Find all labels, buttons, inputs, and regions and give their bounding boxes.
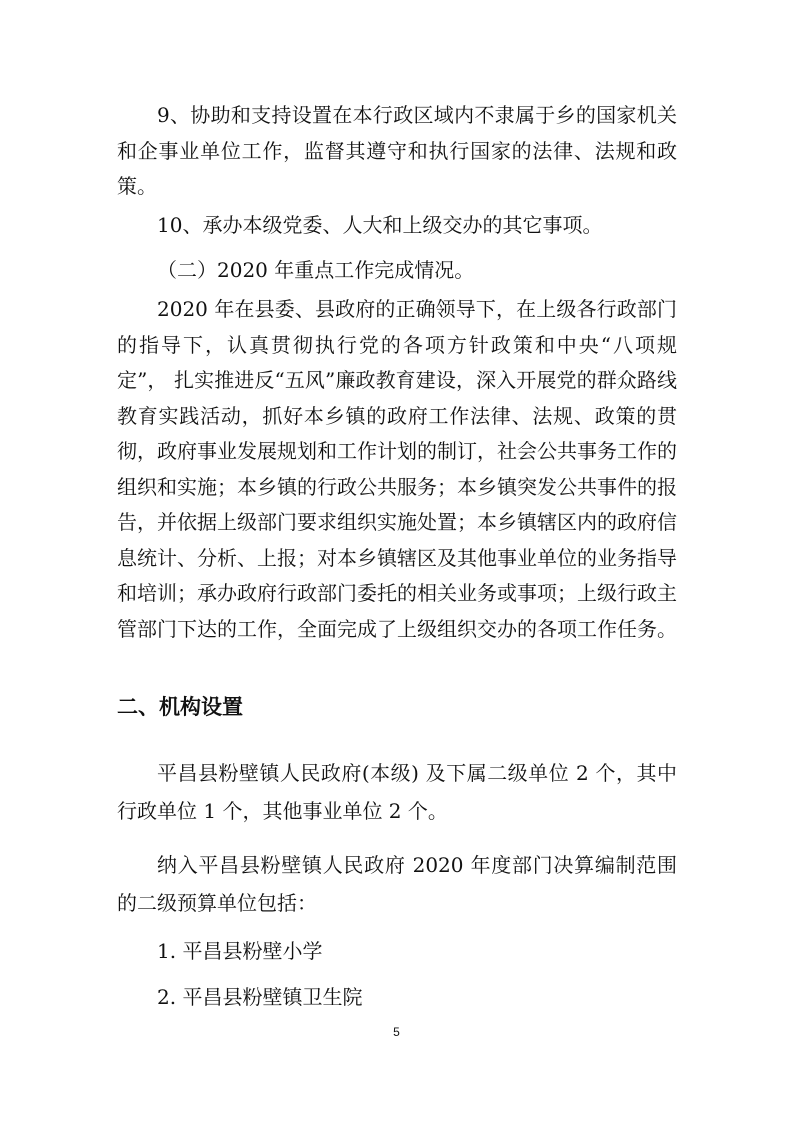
section-heading-organization: 二、机构设置 <box>117 695 243 719</box>
paragraph-org-summary: 平昌县粉壁镇人民政府(本级) 及下属二级单位 2 个，其中行政单位 1 个，其他事业单位 2 个。 <box>117 761 677 823</box>
paragraph-item-9: 9、协助和支持设置在本行政区域内不隶属于乡的国家机关和企事业单位工作，监督其遵守和执行国家的法律、法规和政策。 <box>117 103 677 198</box>
list-item-unit-2: 2. 平昌县粉壁镇卫生院 <box>157 985 363 1009</box>
paragraph-budget-scope: 纳入平昌县粉壁镇人民政府 2020 年度部门决算编制范围的二级预算单位包括： <box>117 853 677 915</box>
list-item-unit-1: 1. 平昌县粉壁小学 <box>157 939 323 963</box>
page-number: 5 <box>393 1025 400 1039</box>
subsection-2020-title: （二）2020 年重点工作完成情况。 <box>157 258 475 282</box>
paragraph-2020-summary: 2020 年在县委、县政府的正确领导下，在上级各行政部门的指导下，认真贯彻执行党的各项方针政策和中央“八项规定”， 扎实推进反“五风”廉政教育建设，深入开展党的群众路线教育实践活动，抓好本乡镇的政府工作法律、法规、政策的贯彻，政府事业发展规划和工作计划的制订，社会公共事务工作的组织和实施；本乡镇的行政公共服务；本乡镇突发公共事件的报告，并依据上级部门要求组织实施处置；本乡镇辖区内的政府信息统计、分析、上报；对本乡镇辖区及其他事业单位的业务指导和培训；承办政府行政部门委托的相关业务或事项；上级行政主管部门下达的工作，全面完成了上级组织交办的各项工作任务。 <box>117 297 677 641</box>
paragraph-item-10: 10、承办本级党委、人大和上级交办的其它事项。 <box>157 213 603 237</box>
